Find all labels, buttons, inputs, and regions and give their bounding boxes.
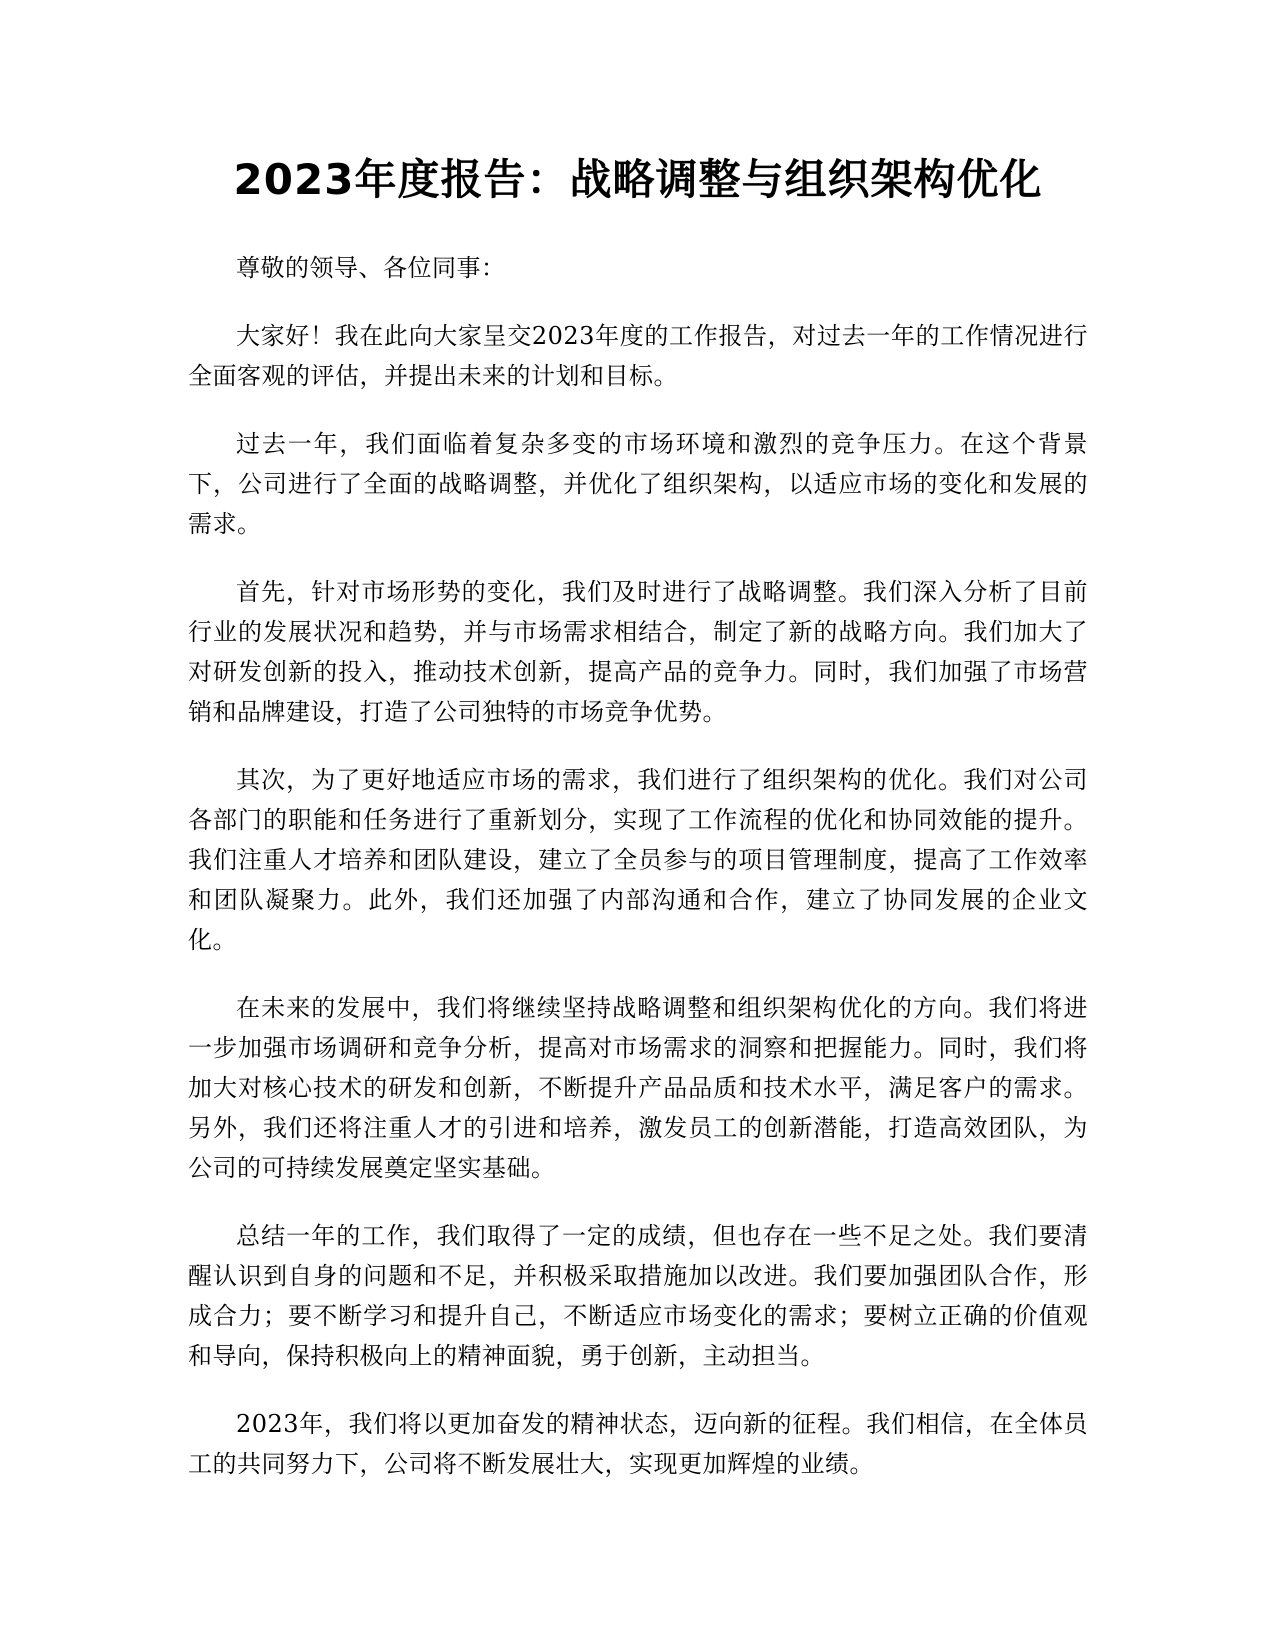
document-page: [188, 150, 1088, 1512]
body-paragraph-summary: 总结一年的工作，我们取得了一定的成绩，但也存在一些不足之处。我们要清醒认识到自身的问题和不足，并积极采取措施加以改进。我们要加强团队合作，形成合力；要不断学习和提升自己，不断适应市场变化的需求；要树立正确的价值观和导向，保持积极向上的精神面貌，勇于创新，主动担当。: [188, 1222, 1088, 1370]
document-title: 2023年度报告：战略调整与组织架构优化: [233, 155, 1043, 204]
body-paragraph-future: 在未来的发展中，我们将继续坚持战略调整和组织架构优化的方向。我们将进一步加强市场调研和竞争分析，提高对市场需求的洞察和把握能力。同时，我们将加大对核心技术的研发和创新，不断提升产品品质和技术水平，满足客户的需求。另外，我们还将注重人才的引进和培养，激发员工的创新潜能，打造高效团队，为公司的可持续发展奠定坚实基础。: [188, 994, 1088, 1182]
body-paragraph-intro: 大家好！我在此向大家呈交2023年度的工作报告，对过去一年的工作情况进行全面客观的评估，并提出未来的计划和目标。: [188, 322, 1088, 390]
body-paragraph-organization: 其次，为了更好地适应市场的需求，我们进行了组织架构的优化。我们对公司各部门的职能和任务进行了重新划分，实现了工作流程的优化和协同效能的提升。我们注重人才培养和团队建设，建立了全员参与的项目管理制度，提高了工作效率和团队凝聚力。此外，我们还加强了内部沟通和合作，建立了协同发展的企业文化。: [188, 766, 1088, 954]
body-paragraph-closing: 2023年，我们将以更加奋发的精神状态，迈向新的征程。我们相信，在全体员工的共同努力下，公司将不断发展壮大，实现更加辉煌的业绩。: [188, 1410, 1088, 1478]
body-paragraph-background: 过去一年，我们面临着复杂多变的市场环境和激烈的竞争压力。在这个背景下，公司进行了全面的战略调整，并优化了组织架构，以适应市场的变化和发展的需求。: [188, 430, 1088, 538]
body-paragraph-strategy: 首先，针对市场形势的变化，我们及时进行了战略调整。我们深入分析了目前行业的发展状况和趋势，并与市场需求相结合，制定了新的战略方向。我们加大了对研发创新的投入，推动技术创新，提高产品的竞争力。同时，我们加强了市场营销和品牌建设，打造了公司独特的市场竞争优势。: [188, 578, 1088, 726]
salutation: 尊敬的领导、各位同事：: [236, 254, 506, 282]
